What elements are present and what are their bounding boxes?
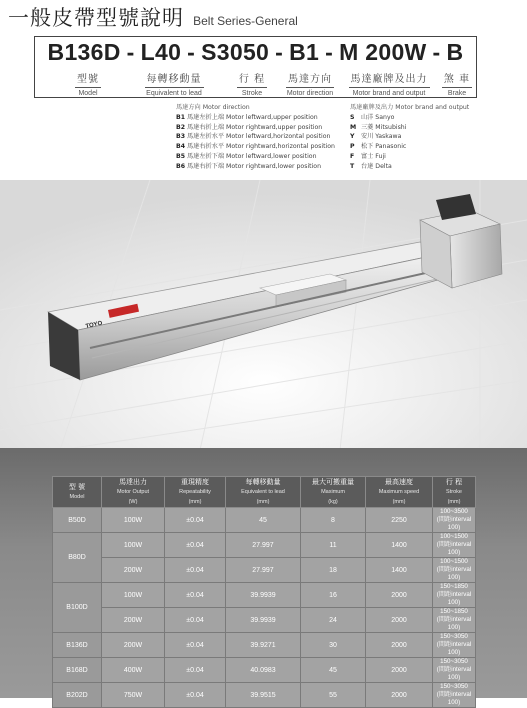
cell-model: B80D bbox=[53, 533, 102, 583]
cell-lead: 39.9271 bbox=[226, 633, 301, 658]
cell-max-speed: 2000 bbox=[366, 683, 433, 708]
cell-output: 100W bbox=[102, 583, 165, 608]
col-header-model: 型 號 Model bbox=[53, 477, 102, 508]
table-row bbox=[53, 583, 476, 608]
cell-output: 750W bbox=[102, 683, 165, 708]
cell-repeatability: ±0.04 bbox=[165, 633, 226, 658]
cell-output: 400W bbox=[102, 658, 165, 683]
cell-output: 100W bbox=[102, 533, 165, 558]
page-title-zh: 一般皮帶型號說明 bbox=[8, 6, 184, 30]
cell-max-load: 24 bbox=[301, 608, 366, 633]
cell-model: B100D bbox=[53, 583, 102, 633]
cell-max-speed: 2250 bbox=[366, 508, 433, 533]
motor-direction-item: B5 馬達左折下端 Motor leftward,lower position bbox=[176, 152, 317, 160]
motor-brand-item: P 松下 Panasonic bbox=[350, 143, 407, 151]
code-part-brake: B bbox=[446, 39, 464, 65]
cell-model: B136D bbox=[53, 633, 102, 658]
table-row bbox=[53, 683, 476, 708]
cell-output: 200W bbox=[102, 608, 165, 633]
spec-table bbox=[52, 476, 476, 708]
cell-max-load: 30 bbox=[301, 633, 366, 658]
code-part-lead: L40 bbox=[140, 39, 182, 65]
cell-stroke: 100~1500 (間距interval 100) bbox=[433, 558, 476, 583]
cell-repeatability: ±0.04 bbox=[165, 683, 226, 708]
motor-brand-item: Y 安川 Yaskawa bbox=[350, 133, 402, 141]
table-row bbox=[53, 508, 476, 533]
cell-repeatability: ±0.04 bbox=[165, 558, 226, 583]
cell-output: 100W bbox=[102, 508, 165, 533]
motor-direction-item: B2 馬達右折上端 Motor rightward,upper position bbox=[176, 123, 323, 131]
cell-max-load: 11 bbox=[301, 533, 366, 558]
segment-direction: 馬達方向 Motor direction bbox=[286, 74, 334, 97]
cell-model: B50D bbox=[53, 508, 102, 533]
cell-stroke: 150~3050 (間距interval 100) bbox=[433, 658, 476, 683]
cell-stroke: 100~3500 (間距interval 100) bbox=[433, 508, 476, 533]
cell-max-load: 16 bbox=[301, 583, 366, 608]
code-part-model: B136D bbox=[47, 39, 121, 65]
cell-repeatability: ±0.04 bbox=[165, 508, 226, 533]
col-header-lead: 每轉移動量 Equivalent to lead (mm) bbox=[226, 477, 301, 508]
motor-direction-item: B1 馬達左折上端 Motor leftward,upper position bbox=[176, 113, 318, 121]
cell-max-speed: 1400 bbox=[366, 558, 433, 583]
table-row bbox=[53, 633, 476, 658]
table-row bbox=[53, 533, 476, 558]
cell-max-speed: 2000 bbox=[366, 658, 433, 683]
cell-stroke: 100~1500 (間距interval 100) bbox=[433, 533, 476, 558]
motor-direction-legend bbox=[176, 103, 335, 172]
page-title bbox=[8, 2, 298, 32]
cell-stroke: 150~1850 (間距interval 100) bbox=[433, 608, 476, 633]
cell-max-speed: 2000 bbox=[366, 633, 433, 658]
page-title-en: Belt Series-General bbox=[193, 14, 298, 28]
cell-max-speed: 2000 bbox=[366, 583, 433, 608]
motor-brand-item: M 三菱 Mitsubishi bbox=[350, 123, 407, 131]
segment-lead: 每轉移動量 Equivalent to lead bbox=[146, 74, 202, 97]
motor-brand-item: F 富士 Fuji bbox=[350, 152, 386, 160]
cell-repeatability: ±0.04 bbox=[165, 658, 226, 683]
spec-table-section bbox=[0, 448, 527, 706]
cell-max-speed: 1400 bbox=[366, 533, 433, 558]
cell-model: B202D bbox=[53, 683, 102, 708]
cell-output: 200W bbox=[102, 633, 165, 658]
cell-max-load: 45 bbox=[301, 658, 366, 683]
segment-model: 型號 Model bbox=[77, 74, 99, 97]
model-code-box bbox=[34, 36, 477, 98]
code-part-motor: M 200W bbox=[339, 39, 427, 65]
cell-repeatability: ±0.04 bbox=[165, 583, 226, 608]
motor-brand-item: S 山洋 Sanyo bbox=[350, 113, 395, 121]
cell-max-load: 55 bbox=[301, 683, 366, 708]
cell-model: B168D bbox=[53, 658, 102, 683]
table-row bbox=[53, 608, 476, 633]
cell-lead: 45 bbox=[226, 508, 301, 533]
cell-repeatability: ±0.04 bbox=[165, 533, 226, 558]
cell-stroke: 150~1850 (間距interval 100) bbox=[433, 583, 476, 608]
product-label: TOYO bbox=[85, 320, 103, 330]
product-image bbox=[0, 180, 527, 450]
cell-lead: 39.9515 bbox=[226, 683, 301, 708]
cell-stroke: 150~3050 (間距interval 100) bbox=[433, 683, 476, 708]
cell-max-load: 18 bbox=[301, 558, 366, 583]
cell-lead: 27.997 bbox=[226, 533, 301, 558]
cell-repeatability: ±0.04 bbox=[165, 608, 226, 633]
col-header-repeatability: 重現精度 Repeatability (mm) bbox=[165, 477, 226, 508]
col-header-max-speed: 最高速度 Maximum speed (mm) bbox=[366, 477, 433, 508]
motor-brand-item: T 台達 Delta bbox=[350, 162, 392, 170]
linear-actuator-illustration bbox=[0, 180, 527, 450]
motor-brand-legend bbox=[350, 103, 469, 172]
model-code: B136D - L40 - S3050 - B1 - M 200W - B bbox=[47, 39, 464, 65]
table-row bbox=[53, 558, 476, 583]
cell-max-load: 8 bbox=[301, 508, 366, 533]
table-header-row bbox=[53, 477, 476, 508]
segment-motor: 馬達廠牌及出力 Motor brand and output bbox=[350, 74, 428, 97]
cell-lead: 27.997 bbox=[226, 558, 301, 583]
motor-direction-item: B3 馬達左折水平 Motor leftward,horizontal position bbox=[176, 133, 331, 141]
motor-brand-header: 馬達廠牌及出力 Motor brand and output bbox=[350, 104, 470, 111]
motor-direction-header: 馬達方向 Motor direction bbox=[176, 104, 250, 111]
cell-lead: 39.9939 bbox=[226, 608, 301, 633]
code-part-direction: B1 bbox=[289, 39, 320, 65]
cell-output: 200W bbox=[102, 558, 165, 583]
cell-lead: 40.0983 bbox=[226, 658, 301, 683]
code-part-stroke: S3050 bbox=[201, 39, 270, 65]
col-header-max-load: 最大可搬重量 Maximum (kg) bbox=[301, 477, 366, 508]
table-row bbox=[53, 658, 476, 683]
motor-direction-item: B4 馬達右折水平 Motor rightward,horizontal position bbox=[176, 143, 335, 151]
motor-direction-item: B6 馬達右折下端 Motor rightward,lower position bbox=[176, 162, 322, 170]
segment-stroke: 行 程 Stroke bbox=[238, 74, 266, 97]
cell-lead: 39.9939 bbox=[226, 583, 301, 608]
segment-brake: 煞 車 Brake bbox=[443, 74, 471, 97]
col-header-stroke: 行 程 Stroke (mm) bbox=[433, 477, 476, 508]
cell-stroke: 150~3050 (間距interval 100) bbox=[433, 633, 476, 658]
col-header-output: 馬達出力 Motor Output (W) bbox=[102, 477, 165, 508]
cell-max-speed: 2000 bbox=[366, 608, 433, 633]
